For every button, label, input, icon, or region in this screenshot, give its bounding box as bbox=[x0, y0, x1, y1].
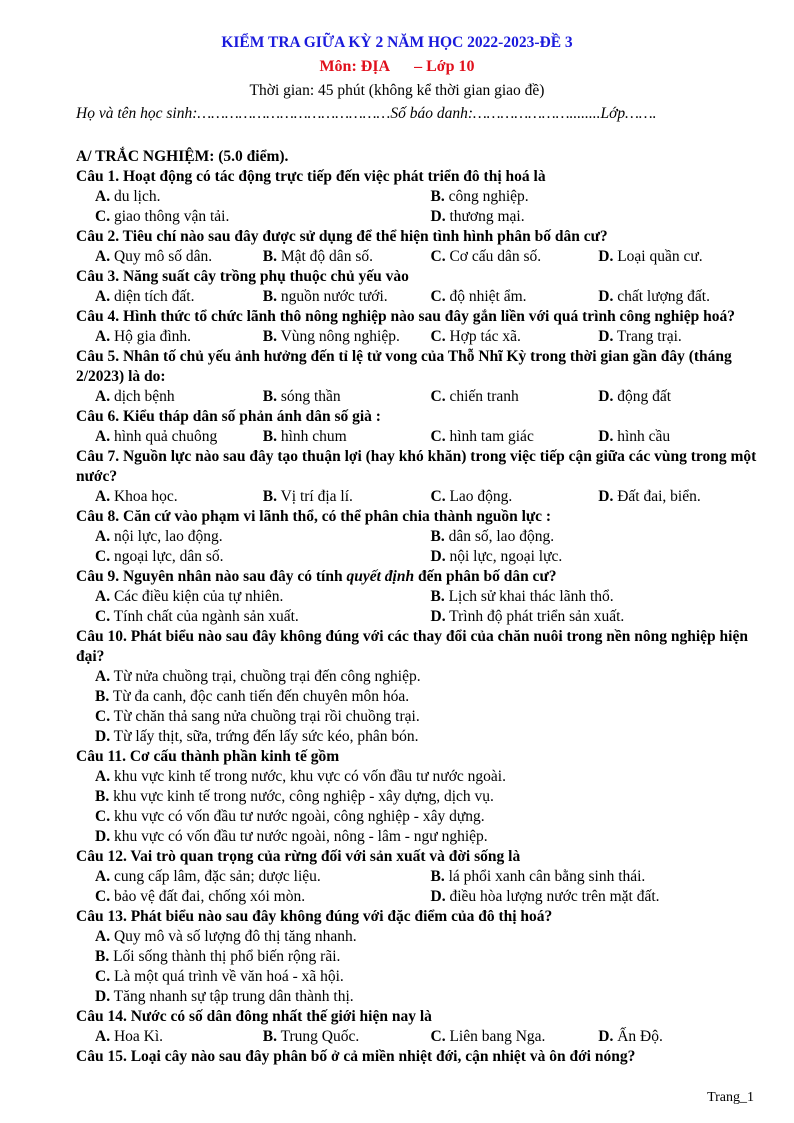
answer-option bbox=[431, 887, 767, 907]
question-stem: Câu 7. Nguồn lực nào sau đây tạo thuận lợi (hay khó khăn) trong việc tiếp cận giữa các vùng trong một nước? bbox=[76, 448, 757, 485]
option-letter: B. bbox=[262, 388, 277, 405]
answer-option bbox=[431, 607, 767, 627]
option-text: động đất bbox=[613, 388, 672, 405]
question-stem: Câu 6. Kiểu tháp dân số phản ánh dân số già : bbox=[76, 408, 381, 425]
answer-option bbox=[598, 427, 766, 447]
option-letter: A. bbox=[95, 668, 111, 685]
option-text: Đất đai, biển. bbox=[613, 488, 701, 505]
option-letter: B. bbox=[262, 328, 277, 345]
option-letter: A. bbox=[95, 528, 111, 545]
grade-label: – Lớp 10 bbox=[414, 58, 475, 75]
stem-text: đến phân bố dân cư? bbox=[414, 568, 557, 585]
option-letter: C. bbox=[95, 548, 111, 565]
options-row bbox=[76, 787, 766, 807]
question-stem: Câu 3. Năng suất cây trồng phụ thuộc chủ yếu vào bbox=[76, 268, 409, 285]
option-letter: B. bbox=[262, 428, 277, 445]
answer-option bbox=[95, 287, 263, 307]
question-stem: Câu 5. Nhân tố chủ yếu ảnh hưởng đến tỉ lệ tử vong của Thỗ Nhĩ Kỳ trong thời gian gần đây (tháng 2/2023) là do: bbox=[76, 348, 732, 385]
option-letter: D. bbox=[598, 248, 614, 265]
options-row bbox=[76, 767, 766, 787]
answer-option bbox=[431, 327, 599, 347]
option-text: hình chum bbox=[276, 428, 347, 445]
question-stem: Câu 15. Loại cây nào sau đây phân bố ở cả miền nhiệt đới, cận nhiệt và ôn đới nóng? bbox=[76, 1048, 636, 1065]
options-row bbox=[76, 867, 766, 887]
options-row bbox=[76, 1027, 766, 1047]
option-text: Trình độ phát triển sản xuất. bbox=[445, 608, 625, 625]
option-letter: A. bbox=[95, 388, 111, 405]
option-text: Lịch sử khai thác lãnh thổ. bbox=[444, 588, 614, 605]
subject-line bbox=[0, 58, 794, 76]
option-letter: C. bbox=[95, 808, 111, 825]
subject-label: Môn: ĐỊA bbox=[319, 58, 391, 75]
option-text: dân số, lao động. bbox=[444, 528, 555, 545]
option-letter: D. bbox=[598, 328, 614, 345]
answer-option bbox=[263, 287, 431, 307]
answer-option bbox=[598, 247, 766, 267]
option-letter: C. bbox=[95, 888, 111, 905]
options-row bbox=[76, 247, 766, 267]
answer-option bbox=[263, 327, 431, 347]
option-letter: C. bbox=[430, 488, 446, 505]
option-text: lá phổi xanh cân bằng sinh thái. bbox=[444, 868, 646, 885]
stem-emphasis: quyết định bbox=[346, 568, 415, 585]
options-row bbox=[76, 387, 766, 407]
answer-option bbox=[598, 327, 766, 347]
answer-option bbox=[95, 887, 431, 907]
answer-option bbox=[95, 828, 488, 845]
option-text: Liên bang Nga. bbox=[445, 1028, 546, 1045]
option-letter: B. bbox=[262, 288, 277, 305]
option-letter: C. bbox=[95, 708, 111, 725]
option-letter: B. bbox=[430, 868, 445, 885]
options-row bbox=[76, 927, 766, 947]
answer-option bbox=[95, 988, 354, 1005]
answer-option bbox=[431, 207, 767, 227]
options-row bbox=[76, 987, 766, 1007]
option-letter: B. bbox=[430, 588, 445, 605]
option-letter: D. bbox=[598, 388, 614, 405]
question-stem: Câu 2. Tiêu chí nào sau đây được sử dụng để thể hiện tình hình phân bố dân cư? bbox=[76, 228, 608, 245]
option-text: dịch bệnh bbox=[110, 388, 175, 405]
answer-option bbox=[95, 768, 506, 785]
option-text: Lối sống thành thị phổ biến rộng rãi. bbox=[109, 948, 341, 965]
option-text: Từ chăn thả sang nửa chuồng trại rồi chuồng trại. bbox=[110, 708, 420, 725]
option-letter: D. bbox=[598, 428, 614, 445]
page-number: Trang_1 bbox=[707, 1090, 754, 1105]
answer-option bbox=[95, 387, 263, 407]
option-text: Vùng nông nghiệp. bbox=[276, 328, 400, 345]
answer-option bbox=[95, 1027, 263, 1047]
options-row bbox=[76, 967, 766, 987]
answer-option bbox=[431, 387, 599, 407]
answer-option bbox=[95, 527, 431, 547]
option-letter: D. bbox=[598, 488, 614, 505]
option-text: Là một quá trình về văn hoá - xã hội. bbox=[110, 968, 344, 985]
option-letter: C. bbox=[430, 388, 446, 405]
option-letter: D. bbox=[430, 208, 446, 225]
option-letter: D. bbox=[430, 608, 446, 625]
option-letter: C. bbox=[95, 208, 111, 225]
options-row bbox=[76, 807, 766, 827]
option-letter: C. bbox=[430, 328, 446, 345]
option-text: nguồn nước tưới. bbox=[276, 288, 388, 305]
option-text: Quy mô và số lượng đô thị tăng nhanh. bbox=[110, 928, 357, 945]
option-text: Trung Quốc. bbox=[276, 1028, 360, 1045]
section-heading: A/ TRẮC NGHIỆM: (5.0 điểm). bbox=[76, 148, 289, 165]
answer-option bbox=[95, 708, 420, 725]
option-text: Quy mô số dân. bbox=[110, 248, 213, 265]
option-text: Vị trí địa lí. bbox=[276, 488, 353, 505]
options-row bbox=[76, 707, 766, 727]
options-row bbox=[76, 187, 766, 207]
option-letter: D. bbox=[598, 288, 614, 305]
option-letter: A. bbox=[95, 768, 111, 785]
answer-option bbox=[598, 287, 766, 307]
option-text: giao thông vận tải. bbox=[110, 208, 230, 225]
exam-title: KIỂM TRA GIỮA KỲ 2 NĂM HỌC 2022-2023-ĐỀ 3 bbox=[221, 34, 573, 51]
option-letter: D. bbox=[95, 988, 111, 1005]
option-letter: A. bbox=[95, 188, 111, 205]
option-letter: A. bbox=[95, 588, 111, 605]
options-row bbox=[76, 727, 766, 747]
answer-option bbox=[95, 327, 263, 347]
option-letter: C. bbox=[430, 288, 446, 305]
answer-option bbox=[431, 487, 599, 507]
question-stem bbox=[76, 567, 766, 587]
answer-option bbox=[95, 788, 494, 805]
question-stem: Câu 13. Phát biểu nào sau đây không đúng với đặc điểm của đô thị hoá? bbox=[76, 908, 553, 925]
option-text: Hoa Kì. bbox=[110, 1028, 164, 1045]
question-stem: Câu 12. Vai trò quan trọng của rừng đối với sản xuất và đời sống là bbox=[76, 848, 521, 865]
options-row bbox=[76, 587, 766, 607]
question-stem: Câu 14. Nước có số dân đông nhất thế giới hiện nay là bbox=[76, 1008, 432, 1025]
option-text: nội lực, lao động. bbox=[110, 528, 223, 545]
option-text: sóng thần bbox=[276, 388, 341, 405]
answer-option bbox=[598, 487, 766, 507]
answer-option bbox=[95, 808, 485, 825]
option-letter: B. bbox=[262, 248, 277, 265]
option-text: nội lực, ngoại lực. bbox=[445, 548, 563, 565]
option-letter: B. bbox=[430, 188, 445, 205]
option-text: Loại quần cư. bbox=[613, 248, 703, 265]
option-text: Trang trại. bbox=[613, 328, 682, 345]
option-letter: C. bbox=[430, 248, 446, 265]
option-letter: A. bbox=[95, 328, 111, 345]
option-letter: B. bbox=[262, 1028, 277, 1045]
answer-option bbox=[263, 1027, 431, 1047]
option-letter: B. bbox=[95, 948, 110, 965]
questions-body bbox=[76, 145, 766, 1067]
answer-option bbox=[95, 688, 409, 705]
answer-option bbox=[431, 1027, 599, 1047]
option-letter: D. bbox=[430, 888, 446, 905]
answer-option bbox=[95, 207, 431, 227]
answer-option bbox=[95, 607, 431, 627]
options-row bbox=[76, 487, 766, 507]
option-letter: B. bbox=[430, 528, 445, 545]
option-text: điều hòa lượng nước trên mặt đất. bbox=[445, 888, 660, 905]
option-text: Cơ cấu dân số. bbox=[445, 248, 542, 265]
options-row bbox=[76, 667, 766, 687]
option-letter: C. bbox=[430, 428, 446, 445]
option-text: Tính chất của ngành sản xuất. bbox=[110, 608, 299, 625]
question-stem: Câu 4. Hình thức tổ chức lãnh thô nông nghiệp nào sau đây gắn liền với quá trình công nghiệp hoá? bbox=[76, 308, 735, 325]
options-row bbox=[76, 607, 766, 627]
option-letter: B. bbox=[95, 788, 110, 805]
answer-option bbox=[95, 968, 344, 985]
option-letter: D. bbox=[95, 828, 111, 845]
option-text: Hộ gia đình. bbox=[110, 328, 192, 345]
option-text: du lịch. bbox=[110, 188, 161, 205]
answer-option bbox=[95, 867, 431, 887]
option-text: công nghiệp. bbox=[444, 188, 529, 205]
answer-option bbox=[263, 427, 431, 447]
answer-option bbox=[95, 668, 421, 685]
option-letter: A. bbox=[95, 868, 111, 885]
option-text: chất lượng đất. bbox=[613, 288, 710, 305]
option-text: chiến tranh bbox=[445, 388, 519, 405]
option-text: bảo vệ đất đai, chống xói mòn. bbox=[110, 888, 306, 905]
answer-option bbox=[598, 387, 766, 407]
option-letter: D. bbox=[430, 548, 446, 565]
option-text: hình cầu bbox=[613, 428, 671, 445]
answer-option bbox=[431, 547, 767, 567]
option-text: ngoại lực, dân số. bbox=[110, 548, 224, 565]
option-text: Khoa học. bbox=[110, 488, 178, 505]
option-text: Từ lấy thịt, sữa, trứng đến lấy sức kéo, phân bón. bbox=[110, 728, 419, 745]
answer-option bbox=[263, 247, 431, 267]
option-letter: C. bbox=[95, 968, 111, 985]
answer-option bbox=[431, 867, 767, 887]
options-row bbox=[76, 887, 766, 907]
answer-option bbox=[598, 1027, 766, 1047]
option-text: thương mại. bbox=[445, 208, 525, 225]
option-text: cung cấp lâm, đặc sản; dược liệu. bbox=[110, 868, 321, 885]
option-letter: C. bbox=[95, 608, 111, 625]
option-text: độ nhiệt ẩm. bbox=[445, 288, 527, 305]
option-text: khu vực kinh tế trong nước, công nghiệp - xây dựng, dịch vụ. bbox=[109, 788, 494, 805]
options-row bbox=[76, 827, 766, 847]
option-letter: A. bbox=[95, 428, 111, 445]
options-row bbox=[76, 547, 766, 567]
question-stem: Câu 1. Hoạt động có tác động trực tiếp đến việc phát triển đô thị hoá là bbox=[76, 168, 546, 185]
options-row bbox=[76, 427, 766, 447]
answer-option bbox=[95, 547, 431, 567]
question-stem: Câu 8. Căn cứ vào phạm vi lãnh thổ, có thể phân chia thành nguồn lực : bbox=[76, 508, 552, 525]
option-text: khu vực có vốn đầu tư nước ngoài, nông - lâm - ngư nghiệp. bbox=[110, 828, 488, 845]
options-row bbox=[76, 687, 766, 707]
option-letter: A. bbox=[95, 1028, 111, 1045]
option-text: Lao động. bbox=[445, 488, 513, 505]
option-text: Mật độ dân số. bbox=[276, 248, 373, 265]
answer-option bbox=[263, 487, 431, 507]
option-text: hình tam giác bbox=[445, 428, 534, 445]
option-letter: B. bbox=[95, 688, 110, 705]
answer-option bbox=[431, 427, 599, 447]
option-letter: C. bbox=[430, 1028, 446, 1045]
options-row bbox=[76, 947, 766, 967]
option-text: khu vực có vốn đầu tư nước ngoài, công nghiệp - xây dựng. bbox=[110, 808, 485, 825]
answer-option bbox=[95, 487, 263, 507]
question-stem: Câu 11. Cơ cấu thành phần kinh tế gồm bbox=[76, 748, 340, 765]
stem-text: Câu 9. Nguyên nhân nào sau đây có tính bbox=[76, 568, 347, 585]
option-text: Các điều kiện của tự nhiên. bbox=[110, 588, 284, 605]
answer-option bbox=[431, 527, 767, 547]
answer-option bbox=[431, 187, 767, 207]
answer-option bbox=[95, 427, 263, 447]
student-info-line: Họ và tên học sinh:……………………………………Số báo danh:…………………........Lớp……. bbox=[76, 105, 657, 122]
option-text: Từ đa canh, độc canh tiến đến chuyên môn hóa. bbox=[109, 688, 410, 705]
option-letter: B. bbox=[262, 488, 277, 505]
option-letter: A. bbox=[95, 288, 111, 305]
answer-option bbox=[431, 587, 767, 607]
question-stem: Câu 10. Phát biểu nào sau đây không đúng với các thay đổi của chăn nuôi trong nền nông nghiệp hiện đại? bbox=[76, 628, 748, 665]
answer-option bbox=[263, 387, 431, 407]
option-text: Tăng nhanh sự tập trung dân thành thị. bbox=[110, 988, 354, 1005]
option-letter: A. bbox=[95, 928, 111, 945]
answer-option bbox=[95, 948, 340, 965]
option-text: khu vực kinh tế trong nước, khu vực có vốn đầu tư nước ngoài. bbox=[110, 768, 506, 785]
option-letter: A. bbox=[95, 248, 111, 265]
answer-option bbox=[95, 928, 357, 945]
answer-option bbox=[95, 247, 263, 267]
option-text: diện tích đất. bbox=[110, 288, 195, 305]
option-letter: D. bbox=[598, 1028, 614, 1045]
option-text: Hợp tác xã. bbox=[445, 328, 521, 345]
answer-option bbox=[95, 728, 418, 745]
option-letter: A. bbox=[95, 488, 111, 505]
options-row bbox=[76, 207, 766, 227]
option-text: hình quả chuông bbox=[110, 428, 218, 445]
answer-option bbox=[431, 287, 599, 307]
options-row bbox=[76, 527, 766, 547]
time-line: Thời gian: 45 phút (không kể thời gian giao đề) bbox=[249, 82, 545, 99]
option-text: Ấn Độ. bbox=[613, 1028, 663, 1045]
option-letter: D. bbox=[95, 728, 111, 745]
options-row bbox=[76, 287, 766, 307]
answer-option bbox=[95, 587, 431, 607]
answer-option bbox=[95, 187, 431, 207]
option-text: Từ nửa chuồng trại, chuồng trại đến công nghiệp. bbox=[110, 668, 421, 685]
answer-option bbox=[431, 247, 599, 267]
options-row bbox=[76, 327, 766, 347]
